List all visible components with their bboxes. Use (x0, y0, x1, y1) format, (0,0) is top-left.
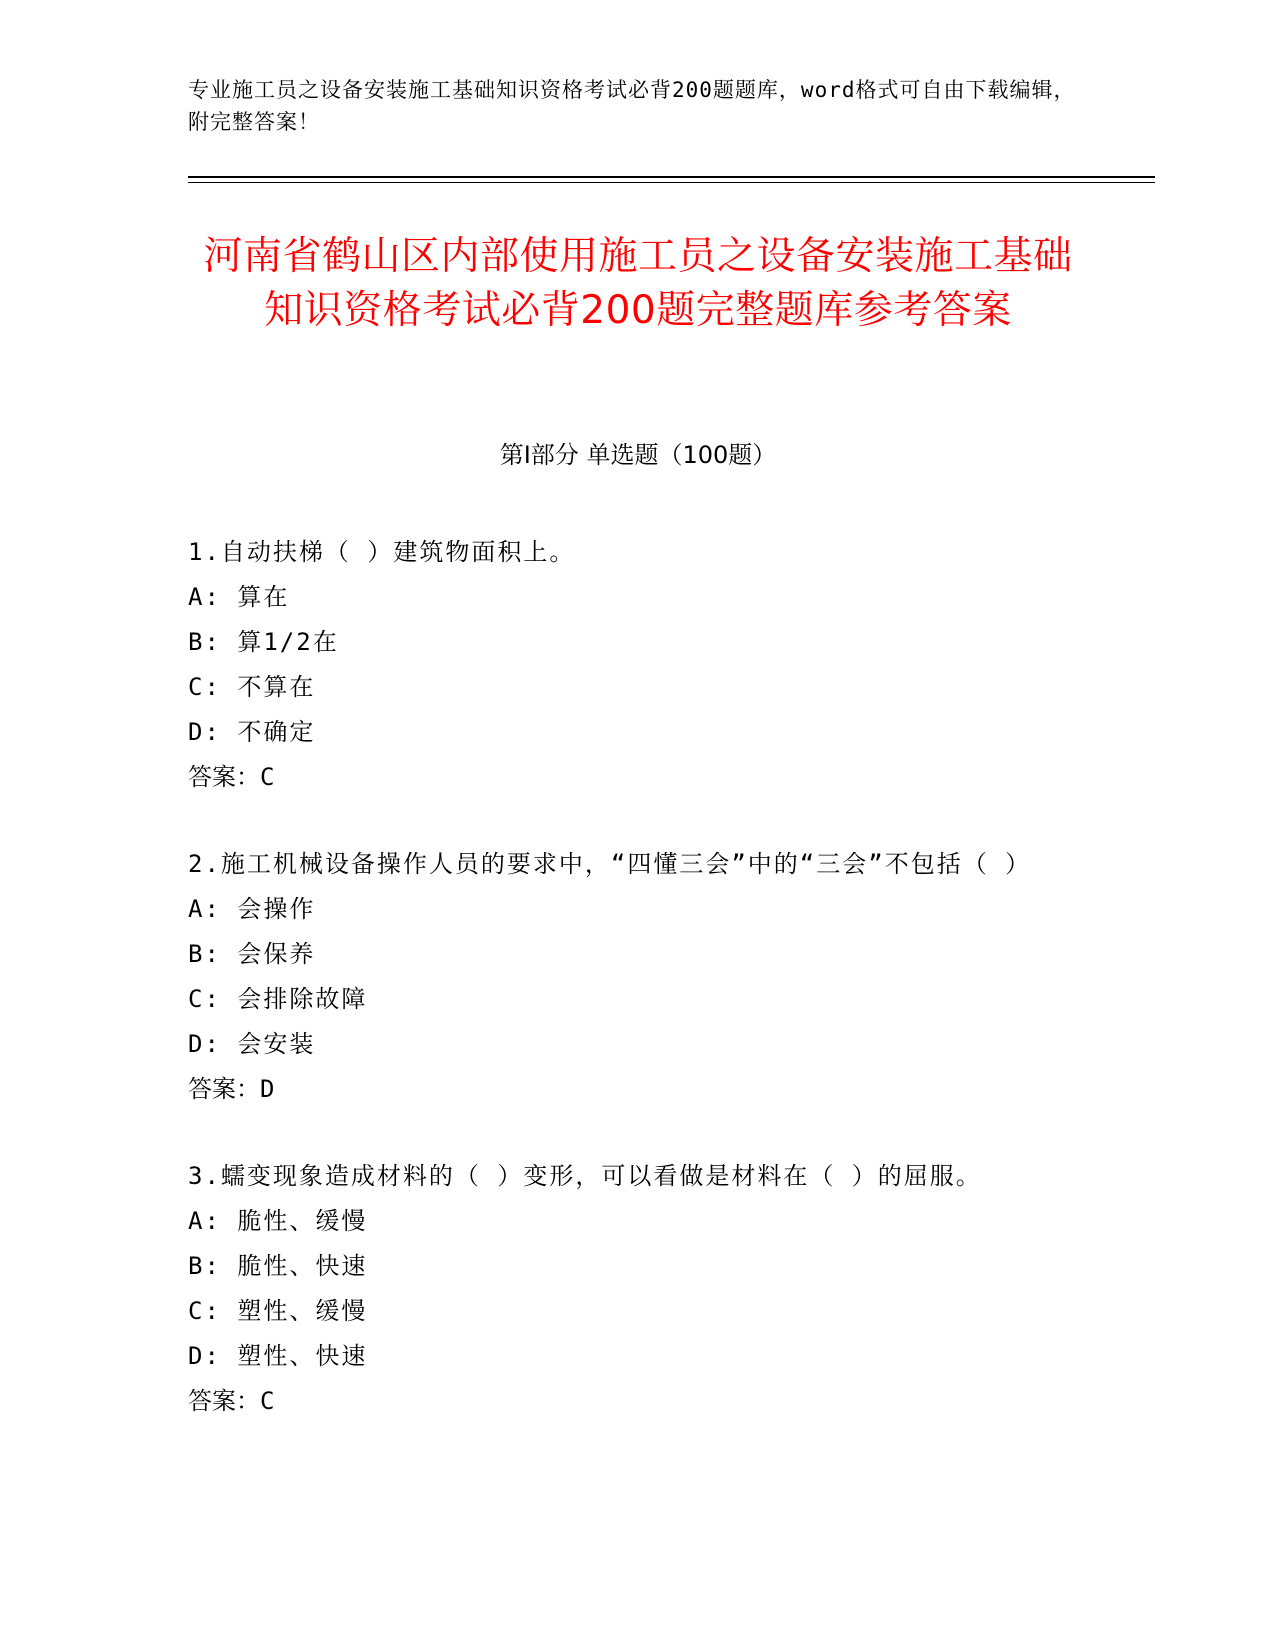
option-b: B: 会保养 (188, 940, 316, 968)
answer-label: 答案： (188, 1075, 260, 1103)
question-2 (188, 842, 1068, 1112)
answer-line (188, 1067, 1068, 1112)
answer-value: C (260, 763, 275, 791)
option-a: A: 会操作 (188, 895, 316, 923)
header-divider-thin (188, 182, 1155, 183)
question-3 (188, 1154, 1068, 1424)
answer-value: C (260, 1387, 275, 1415)
option-b: B: 脆性、快速 (188, 1252, 368, 1280)
header-note: 专业施工员之设备安装施工基础知识资格考试必背200题题库，word格式可自由下载编辑，附完整答案！ (188, 78, 1076, 134)
answer-line (188, 1379, 1068, 1424)
question-1 (188, 530, 1068, 800)
option-c: C: 不算在 (188, 673, 316, 701)
answer-value: D (260, 1075, 275, 1103)
question-stem: 1.自动扶梯（ ）建筑物面积上。 (188, 538, 576, 566)
option-c: C: 塑性、缓慢 (188, 1297, 368, 1325)
option-d: D: 不确定 (188, 718, 316, 746)
option-a: A: 脆性、缓慢 (188, 1207, 368, 1235)
answer-label: 答案： (188, 1387, 260, 1415)
option-c: C: 会排除故障 (188, 985, 368, 1013)
answer-line (188, 755, 1068, 800)
question-stem: 3.蠕变现象造成材料的（ ）变形，可以看做是材料在（ ）的屈服。 (188, 1162, 982, 1190)
option-b: B: 算1/2在 (188, 628, 339, 656)
option-d: D: 塑性、快速 (188, 1342, 368, 1370)
question-list (188, 530, 1068, 1466)
section-heading: 第Ⅰ部分 单选题（100题） (499, 441, 777, 469)
answer-label: 答案： (188, 763, 260, 791)
option-d: D: 会安装 (188, 1030, 316, 1058)
question-stem: 2.施工机械设备操作人员的要求中，“四懂三会”中的“三会”不包括（ ） (188, 850, 1032, 878)
document-title: 河南省鹤山区内部使用施工员之设备安装施工基础知识资格考试必背200题完整题库参考答案 (203, 234, 1073, 333)
option-a: A: 算在 (188, 583, 290, 611)
header-divider-thick (188, 176, 1155, 178)
